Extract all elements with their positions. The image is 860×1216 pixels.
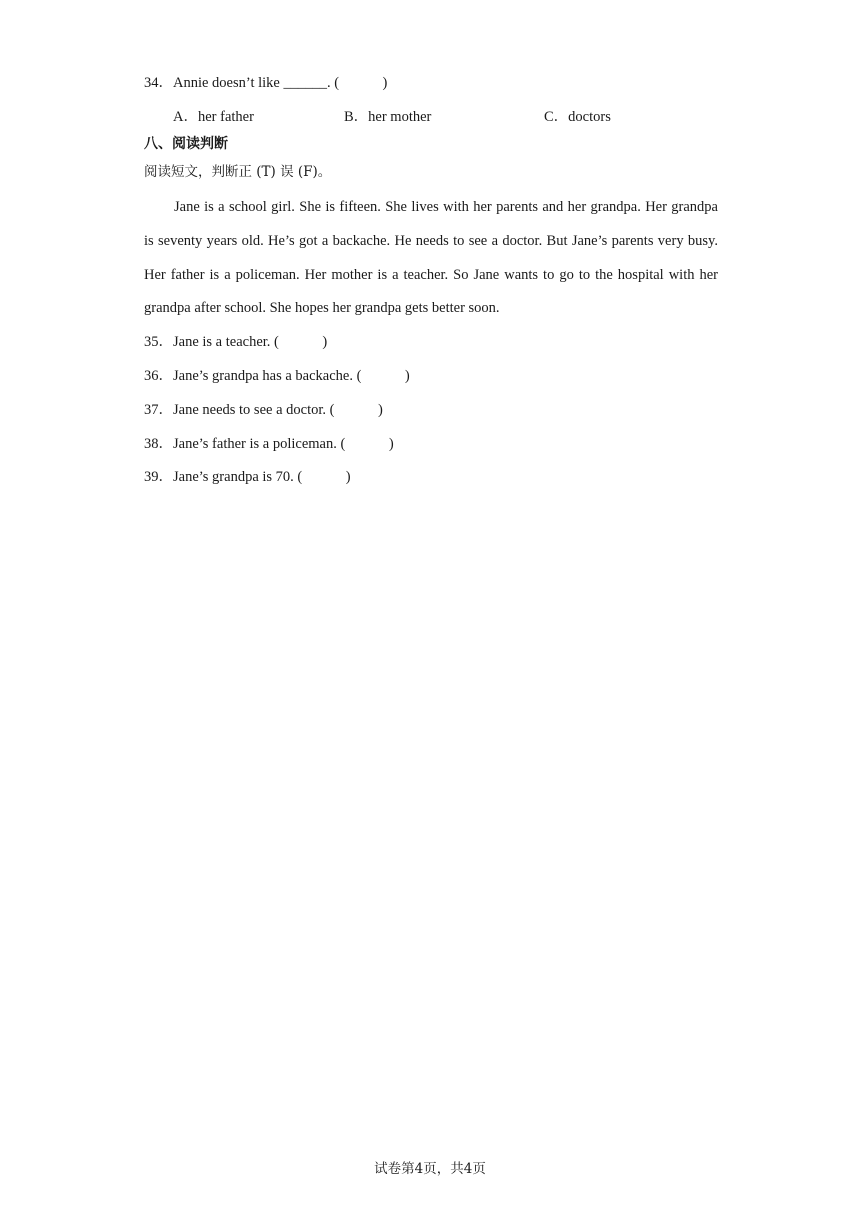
question-35: 35．Jane is a teacher. ( ) [144,334,328,350]
question-39: 39．Jane’s grandpa is 70. ( ) [144,469,351,485]
question-38: 38．Jane’s father is a policeman. ( ) [144,436,394,452]
reading-passage: Jane is a school girl. She is fifteen. She lives with her parents and her grandpa. Her grandpa is seventy years old. He’s got a backache. He needs to see a doctor. But Jane’s parents very busy. Her father is a policeman. Her mother is a teacher. So Jane wants to go to the hospital with her grandpa after school. She hopes her grandpa gets better soon. [144,199,718,317]
option-c: C．doctors [544,109,611,125]
page-footer: 试卷第4页，共4页 [374,1161,486,1177]
option-a: A．her father [173,109,254,125]
section-instructions: 阅读短文，判断正 (T) 误 (F)。 [144,164,332,180]
question-37: 37．Jane needs to see a doctor. ( ) [144,402,383,418]
option-b: B．her mother [344,109,432,125]
question-36: 36．Jane’s grandpa has a backache. ( ) [144,368,410,384]
question-34-options [0,108,860,126]
question-34: 34．Annie doesn’t like ______. ( ) [144,75,388,91]
section-title: 八、阅读判断 [144,136,228,152]
